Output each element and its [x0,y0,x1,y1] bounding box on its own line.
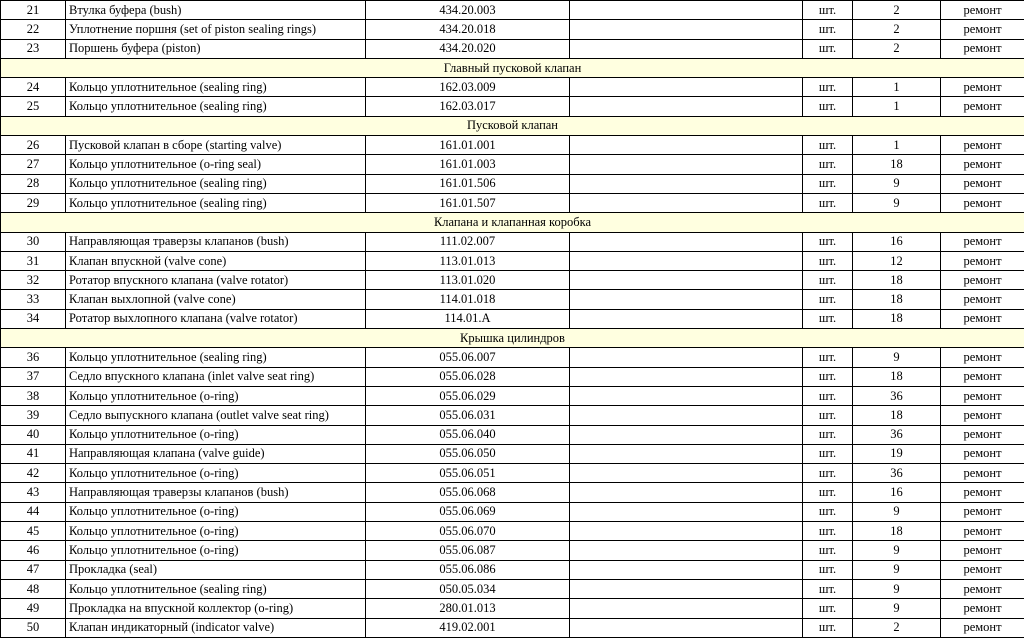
status-cell[interactable]: ремонт [941,39,1024,58]
table-row [1,522,1024,541]
quantity-cell[interactable]: 1 [853,78,941,97]
status-cell[interactable]: ремонт [941,78,1024,97]
quantity-cell[interactable]: 9 [853,541,941,560]
row-number-cell[interactable]: 31 [1,251,66,270]
table-row [1,193,1024,212]
unit-cell[interactable]: шт. [803,78,853,97]
empty-cell[interactable] [570,39,803,58]
empty-cell[interactable] [570,271,803,290]
status-cell[interactable]: ремонт [941,522,1024,541]
quantity-cell[interactable]: 19 [853,444,941,463]
part-name-cell[interactable]: Кольцо уплотнительное (o-ring) [66,386,366,405]
status-cell[interactable]: ремонт [941,464,1024,483]
part-code-cell[interactable]: 055.06.070 [366,522,570,541]
row-number-cell[interactable]: 38 [1,386,66,405]
quantity-cell[interactable]: 18 [853,406,941,425]
row-number-cell[interactable]: 28 [1,174,66,193]
table-row [1,579,1024,598]
row-number-cell[interactable]: 41 [1,444,66,463]
unit-cell[interactable]: шт. [803,251,853,270]
table-row [1,39,1024,58]
empty-cell[interactable] [570,193,803,212]
table-row [1,367,1024,386]
unit-cell[interactable]: шт. [803,599,853,618]
quantity-cell[interactable]: 16 [853,232,941,251]
unit-cell[interactable]: шт. [803,444,853,463]
empty-cell[interactable] [570,483,803,502]
status-cell[interactable]: ремонт [941,406,1024,425]
empty-cell[interactable] [570,136,803,155]
quantity-cell[interactable]: 9 [853,502,941,521]
unit-cell[interactable]: шт. [803,560,853,579]
unit-cell[interactable]: шт. [803,348,853,367]
part-code-cell[interactable]: 113.01.013 [366,251,570,270]
part-code-cell[interactable]: 113.01.020 [366,271,570,290]
status-cell[interactable]: ремонт [941,232,1024,251]
empty-cell[interactable] [570,579,803,598]
part-code-cell[interactable]: 055.06.069 [366,502,570,521]
empty-cell[interactable] [570,541,803,560]
quantity-cell[interactable]: 16 [853,483,941,502]
table-row [1,541,1024,560]
unit-cell[interactable]: шт. [803,39,853,58]
table-row [1,560,1024,579]
empty-cell[interactable] [570,97,803,116]
quantity-cell[interactable]: 9 [853,560,941,579]
part-code-cell[interactable]: 161.01.001 [366,136,570,155]
part-code-cell[interactable]: 280.01.013 [366,599,570,618]
row-number-cell[interactable]: 27 [1,155,66,174]
row-number-cell[interactable]: 22 [1,20,66,39]
row-number-cell[interactable]: 29 [1,193,66,212]
status-cell[interactable]: ремонт [941,425,1024,444]
row-number-cell[interactable]: 48 [1,579,66,598]
quantity-cell[interactable]: 2 [853,39,941,58]
quantity-cell[interactable]: 9 [853,174,941,193]
part-name-cell[interactable]: Кольцо уплотнительное (sealing ring) [66,174,366,193]
unit-cell[interactable]: шт. [803,271,853,290]
part-name-cell[interactable]: Кольцо уплотнительное (sealing ring) [66,78,366,97]
table-row [1,618,1024,637]
part-code-cell[interactable]: 050.05.034 [366,579,570,598]
empty-cell[interactable] [570,560,803,579]
part-code-cell[interactable]: 434.20.020 [366,39,570,58]
part-name-cell[interactable]: Уплотнение поршня (set of piston sealing rings) [66,20,366,39]
quantity-cell[interactable]: 9 [853,599,941,618]
table-row [1,97,1024,116]
part-code-cell[interactable]: 114.01.A [366,309,570,328]
status-cell[interactable]: ремонт [941,309,1024,328]
part-code-cell[interactable]: 161.01.003 [366,155,570,174]
part-name-cell[interactable]: Пусковой клапан в сборе (starting valve) [66,136,366,155]
row-number-cell[interactable]: 47 [1,560,66,579]
table-row [1,386,1024,405]
section-title-cell[interactable]: Крышка цилиндров [1,329,1024,348]
part-name-cell[interactable]: Направляющая траверзы клапанов (bush) [66,483,366,502]
part-name-cell[interactable]: Направляющая траверзы клапанов (bush) [66,232,366,251]
quantity-cell[interactable]: 9 [853,193,941,212]
empty-cell[interactable] [570,618,803,637]
empty-cell[interactable] [570,232,803,251]
part-code-cell[interactable]: 161.01.506 [366,174,570,193]
part-code-cell[interactable]: 055.06.040 [366,425,570,444]
part-name-cell[interactable]: Клапан индикаторный (indicator valve) [66,618,366,637]
row-number-cell[interactable]: 50 [1,618,66,637]
status-cell[interactable]: ремонт [941,174,1024,193]
quantity-cell[interactable]: 1 [853,97,941,116]
section-title-cell[interactable]: Пусковой клапан [1,116,1024,135]
status-cell[interactable]: ремонт [941,155,1024,174]
part-code-cell[interactable]: 055.06.068 [366,483,570,502]
row-number-cell[interactable]: 43 [1,483,66,502]
empty-cell[interactable] [570,290,803,309]
part-name-cell[interactable]: Прокладка (seal) [66,560,366,579]
unit-cell[interactable]: шт. [803,193,853,212]
empty-cell[interactable] [570,174,803,193]
unit-cell[interactable]: шт. [803,155,853,174]
part-code-cell[interactable]: 055.06.086 [366,560,570,579]
part-code-cell[interactable]: 114.01.018 [366,290,570,309]
quantity-cell[interactable]: 9 [853,348,941,367]
empty-cell[interactable] [570,348,803,367]
status-cell[interactable]: ремонт [941,97,1024,116]
unit-cell[interactable]: шт. [803,483,853,502]
part-code-cell[interactable]: 111.02.007 [366,232,570,251]
table-row [1,599,1024,618]
part-name-cell[interactable]: Седло выпускного клапана (outlet valve seat ring) [66,406,366,425]
part-name-cell[interactable]: Кольцо уплотнительное (o-ring seal) [66,155,366,174]
part-name-cell[interactable]: Седло впускного клапана (inlet valve seat ring) [66,367,366,386]
section-title-cell[interactable]: Главный пусковой клапан [1,58,1024,77]
empty-cell[interactable] [570,1,803,20]
row-number-cell[interactable]: 32 [1,271,66,290]
section-header-row [1,116,1024,135]
row-number-cell[interactable]: 36 [1,348,66,367]
quantity-cell[interactable]: 18 [853,522,941,541]
status-cell[interactable]: ремонт [941,560,1024,579]
unit-cell[interactable]: шт. [803,579,853,598]
unit-cell[interactable]: шт. [803,1,853,20]
section-header-row [1,58,1024,77]
status-cell[interactable]: ремонт [941,618,1024,637]
part-code-cell[interactable]: 055.06.051 [366,464,570,483]
unit-cell[interactable]: шт. [803,290,853,309]
part-name-cell[interactable]: Кольцо уплотнительное (o-ring) [66,464,366,483]
quantity-cell[interactable]: 1 [853,136,941,155]
part-name-cell[interactable]: Кольцо уплотнительное (o-ring) [66,425,366,444]
quantity-cell[interactable]: 36 [853,425,941,444]
quantity-cell[interactable]: 18 [853,309,941,328]
table-row [1,232,1024,251]
part-name-cell[interactable]: Кольцо уплотнительное (o-ring) [66,541,366,560]
status-cell[interactable]: ремонт [941,444,1024,463]
unit-cell[interactable]: шт. [803,502,853,521]
status-cell[interactable]: ремонт [941,136,1024,155]
part-code-cell[interactable]: 434.20.018 [366,20,570,39]
status-cell[interactable]: ремонт [941,483,1024,502]
unit-cell[interactable]: шт. [803,406,853,425]
empty-cell[interactable] [570,309,803,328]
table-row [1,20,1024,39]
part-name-cell[interactable]: Клапан впускной (valve cone) [66,251,366,270]
part-code-cell[interactable]: 162.03.017 [366,97,570,116]
empty-cell[interactable] [570,425,803,444]
empty-cell[interactable] [570,522,803,541]
section-header-row [1,329,1024,348]
part-code-cell[interactable]: 055.06.028 [366,367,570,386]
row-number-cell[interactable]: 21 [1,1,66,20]
quantity-cell[interactable]: 9 [853,579,941,598]
status-cell[interactable]: ремонт [941,541,1024,560]
unit-cell[interactable]: шт. [803,136,853,155]
quantity-cell[interactable]: 18 [853,290,941,309]
quantity-cell[interactable]: 2 [853,1,941,20]
row-number-cell[interactable]: 44 [1,502,66,521]
empty-cell[interactable] [570,251,803,270]
unit-cell[interactable]: шт. [803,309,853,328]
unit-cell[interactable]: шт. [803,464,853,483]
quantity-cell[interactable]: 18 [853,367,941,386]
table-row [1,251,1024,270]
empty-cell[interactable] [570,78,803,97]
part-code-cell[interactable]: 055.06.007 [366,348,570,367]
empty-cell[interactable] [570,444,803,463]
unit-cell[interactable]: шт. [803,174,853,193]
row-number-cell[interactable]: 25 [1,97,66,116]
part-code-cell[interactable]: 434.20.003 [366,1,570,20]
part-code-cell[interactable]: 055.06.050 [366,444,570,463]
part-name-cell[interactable]: Кольцо уплотнительное (sealing ring) [66,97,366,116]
part-name-cell[interactable]: Втулка буфера (bush) [66,1,366,20]
part-code-cell[interactable]: 055.06.087 [366,541,570,560]
part-name-cell[interactable]: Кольцо уплотнительное (sealing ring) [66,348,366,367]
quantity-cell[interactable]: 2 [853,618,941,637]
unit-cell[interactable]: шт. [803,522,853,541]
empty-cell[interactable] [570,386,803,405]
status-cell[interactable]: ремонт [941,1,1024,20]
row-number-cell[interactable]: 39 [1,406,66,425]
empty-cell[interactable] [570,502,803,521]
empty-cell[interactable] [570,367,803,386]
unit-cell[interactable]: шт. [803,232,853,251]
status-cell[interactable]: ремонт [941,348,1024,367]
row-number-cell[interactable]: 49 [1,599,66,618]
row-number-cell[interactable]: 37 [1,367,66,386]
table-row [1,425,1024,444]
part-name-cell[interactable]: Ротатор впускного клапана (valve rotator) [66,271,366,290]
part-name-cell[interactable]: Кольцо уплотнительное (o-ring) [66,502,366,521]
table-row [1,464,1024,483]
status-cell[interactable]: ремонт [941,271,1024,290]
empty-cell[interactable] [570,406,803,425]
quantity-cell[interactable]: 18 [853,271,941,290]
part-code-cell[interactable]: 162.03.009 [366,78,570,97]
empty-cell[interactable] [570,20,803,39]
table-row [1,406,1024,425]
status-cell[interactable]: ремонт [941,367,1024,386]
unit-cell[interactable]: шт. [803,618,853,637]
row-number-cell[interactable]: 23 [1,39,66,58]
unit-cell[interactable]: шт. [803,97,853,116]
status-cell[interactable]: ремонт [941,579,1024,598]
part-name-cell[interactable]: Ротатор выхлопного клапана (valve rotator) [66,309,366,328]
row-number-cell[interactable]: 40 [1,425,66,444]
part-code-cell[interactable]: 055.06.029 [366,386,570,405]
quantity-cell[interactable]: 2 [853,20,941,39]
part-code-cell[interactable]: 161.01.507 [366,193,570,212]
part-name-cell[interactable]: Кольцо уплотнительное (sealing ring) [66,579,366,598]
part-code-cell[interactable]: 419.02.001 [366,618,570,637]
table-row [1,502,1024,521]
part-name-cell[interactable]: Клапан выхлопной (valve cone) [66,290,366,309]
row-number-cell[interactable]: 24 [1,78,66,97]
sheet-body [1,1,1024,638]
row-number-cell[interactable]: 42 [1,464,66,483]
table-row [1,271,1024,290]
section-title-cell[interactable]: Клапана и клапанная коробка [1,213,1024,232]
quantity-cell[interactable]: 12 [853,251,941,270]
part-name-cell[interactable]: Кольцо уплотнительное (o-ring) [66,522,366,541]
row-number-cell[interactable]: 30 [1,232,66,251]
part-code-cell[interactable]: 055.06.031 [366,406,570,425]
empty-cell[interactable] [570,464,803,483]
unit-cell[interactable]: шт. [803,541,853,560]
table-row [1,174,1024,193]
table-row [1,309,1024,328]
row-number-cell[interactable]: 33 [1,290,66,309]
table-row [1,290,1024,309]
empty-cell[interactable] [570,155,803,174]
part-name-cell[interactable]: Поршень буфера (piston) [66,39,366,58]
unit-cell[interactable]: шт. [803,425,853,444]
row-number-cell[interactable]: 46 [1,541,66,560]
table-row [1,1,1024,20]
table-row [1,155,1024,174]
status-cell[interactable]: ремонт [941,386,1024,405]
table-row [1,78,1024,97]
part-name-cell[interactable]: Направляющая клапана (valve guide) [66,444,366,463]
quantity-cell[interactable]: 18 [853,155,941,174]
status-cell[interactable]: ремонт [941,193,1024,212]
row-number-cell[interactable]: 45 [1,522,66,541]
part-name-cell[interactable]: Прокладка на впускной коллектор (o-ring) [66,599,366,618]
table-row [1,136,1024,155]
status-cell[interactable]: ремонт [941,251,1024,270]
section-header-row [1,213,1024,232]
part-name-cell[interactable]: Кольцо уплотнительное (sealing ring) [66,193,366,212]
row-number-cell[interactable]: 26 [1,136,66,155]
table-row [1,483,1024,502]
unit-cell[interactable]: шт. [803,367,853,386]
status-cell[interactable]: ремонт [941,290,1024,309]
unit-cell[interactable]: шт. [803,386,853,405]
quantity-cell[interactable]: 36 [853,464,941,483]
table-row [1,348,1024,367]
unit-cell[interactable]: шт. [803,20,853,39]
status-cell[interactable]: ремонт [941,502,1024,521]
status-cell[interactable]: ремонт [941,20,1024,39]
row-number-cell[interactable]: 34 [1,309,66,328]
table-row [1,444,1024,463]
quantity-cell[interactable]: 36 [853,386,941,405]
status-cell[interactable]: ремонт [941,599,1024,618]
empty-cell[interactable] [570,599,803,618]
